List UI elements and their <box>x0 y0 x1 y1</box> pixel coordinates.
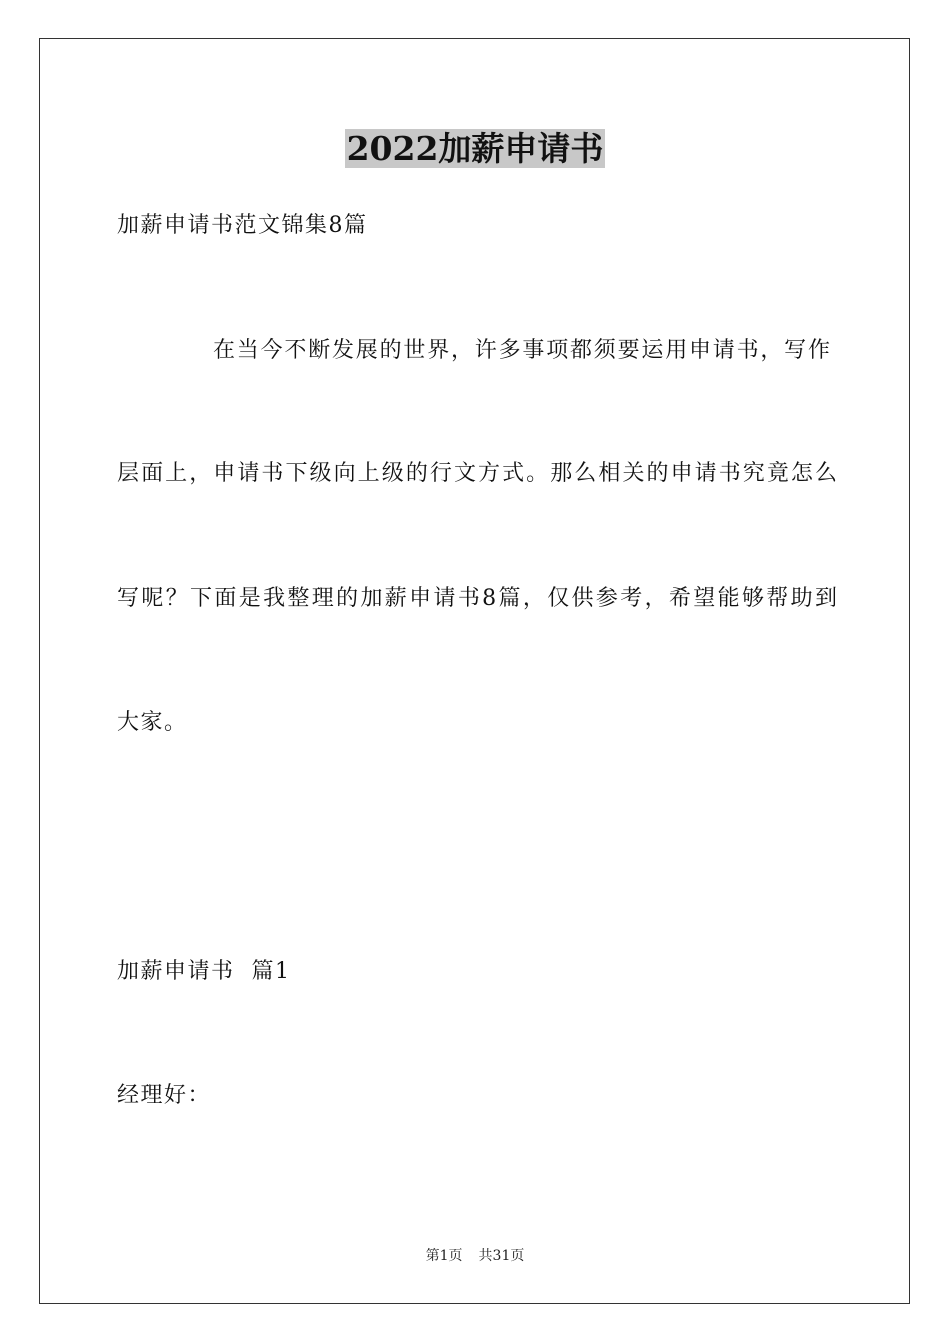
footer-total-pages: 共31页 <box>478 1248 525 1264</box>
intro-paragraph-line-2: 层面上，申请书下级向上级的行文方式。那么相关的申请书究竟怎么 <box>117 461 837 486</box>
page-footer <box>0 1247 950 1265</box>
section-heading: 加薪申请书 篇1 <box>117 959 291 984</box>
footer-current-page: 第1页 <box>425 1248 463 1264</box>
intro-paragraph-line-4: 大家。 <box>117 710 188 735</box>
intro-paragraph-line-3: 写呢？下面是我整理的加薪申请书8篇，仅供参考，希望能够帮助到 <box>117 586 837 611</box>
document-title <box>0 128 950 170</box>
document-title-text: 2022加薪申请书 <box>346 129 604 168</box>
intro-paragraph-line-1: 在当今不断发展的世界，许多事项都须要运用申请书，写作 <box>213 338 830 363</box>
document-subtitle: 加薪申请书范文锦集8篇 <box>117 213 368 238</box>
salutation: 经理好： <box>117 1083 212 1108</box>
